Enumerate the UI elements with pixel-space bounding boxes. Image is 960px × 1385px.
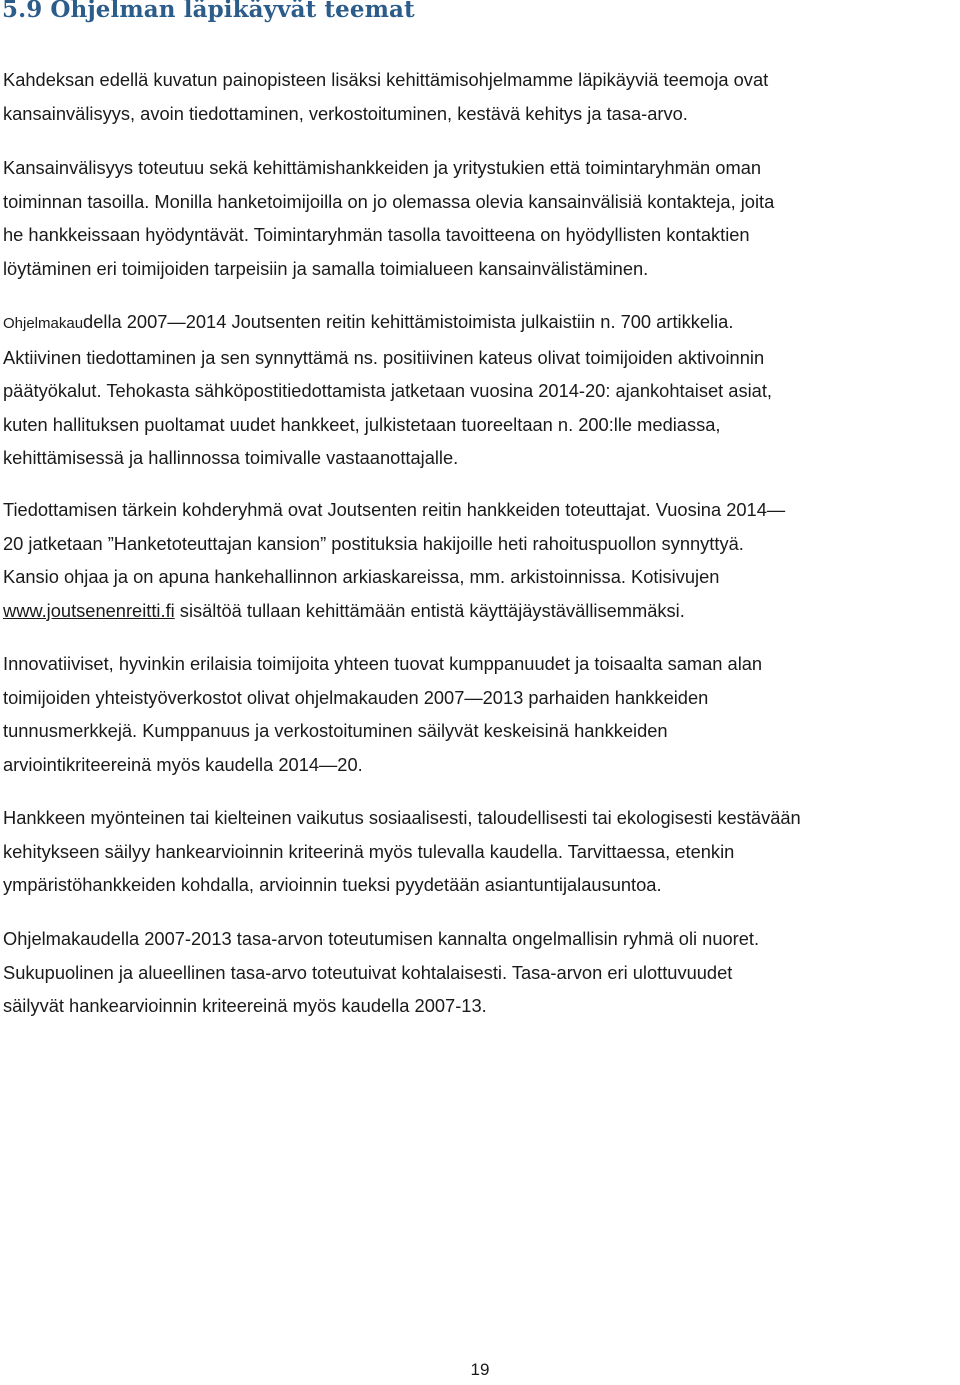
text-line: Tiedottamisen tärkein kohderyhmä ovat Joutsenten reitin hankkeiden toteuttajat. Vuosina 2014— (3, 499, 786, 520)
text-line: päätyökalut. Tehokasta sähköpostitiedottamista jatketaan vuosina 2014-20: ajankohtaiset asiat, (3, 380, 772, 401)
small-text: Ohjelmakau (3, 315, 84, 332)
paragraph-target-group (3, 493, 960, 627)
paragraph-intro (3, 63, 960, 130)
text-line (3, 305, 960, 341)
text-line: Innovatiiviset, hyvinkin erilaisia toimijoita yhteen tuovat kumppanuudet ja toisaalta saman alan (3, 653, 763, 674)
text-line: Aktiivinen tiedottaminen ja sen synnyttämä ns. positiivinen kateus olivat toimijoiden aktivoinnin (3, 346, 765, 368)
text-line: kehittämisessä ja hallinnossa toimivalle vastaanottajalle. (3, 447, 459, 468)
text-line: kehitykseen säilyy hankearvioinnin kriteerinä myös tulevalla kaudella. Tarvittaessa, etenkin (3, 840, 735, 862)
text-line: toiminnan tasoilla. Monilla hanketoimijoilla on jo olemassa olevia kansainvälisiä kontakteja, joita (3, 190, 775, 212)
text-line: tunnusmerkkejä. Kumppanuus ja verkostoituminen säilyvät keskeisinä hankkeiden (3, 720, 668, 741)
text-line: Ohjelmakaudella 2007-2013 tasa-arvon toteutumisen kannalta ongelmallisin ryhmä oli nuoret. (3, 928, 760, 949)
text-line: he hankkeissaan hyödyntävät. Toimintaryhmän tasolla tavoitteena on hyödyllisten kontaktien (3, 224, 750, 245)
text-line: ympäristöhankkeiden kohdalla, arvioinnin tueksi pyydetään asiantuntijalausuntoa. (3, 874, 662, 895)
text-line: 20 jatketaan ”Hanketoteuttajan kansion” postituksia hakijoille heti rahoituspuollon synnyttyä. (3, 532, 744, 554)
paragraph-equality (3, 922, 960, 1023)
paragraph-sustainability (3, 801, 960, 902)
text-line: Kansio ohjaa ja on apuna hankehallinnon arkiaskareissa, mm. arkistoinnissa. Kotisivujen (3, 566, 720, 587)
text-line (3, 594, 960, 628)
text-segment: della 2007—2014 Joutsenten reitin kehittämistoimista julkaistiin n. 700 artikkelia. (83, 311, 734, 332)
text-segment: sisältöä tullaan kehittämään entistä käyttäjäystävällisemmäksi. (174, 599, 685, 621)
text-line: Kahdeksan edellä kuvatun painopisteen lisäksi kehittämisohjelmamme läpikäyviä teemoja ovat (3, 69, 769, 90)
text-line: Hankkeen myönteinen tai kielteinen vaikutus sosiaalisesti, taloudellisesti tai ekologisesti kestävään (3, 807, 801, 828)
text-line: toimijoiden yhteistyöverkostot olivat ohjelmakauden 2007—2013 parhaiden hankkeiden (3, 686, 709, 708)
text-line: löytäminen eri toimijoiden tarpeisiin ja samalla toimialueen kansainvälistäminen. (3, 257, 649, 279)
text-line: kansainvälisyys, avoin tiedottaminen, verkostoituminen, kestävä kehitys ja tasa-arvo. (3, 102, 688, 124)
text-line: kuten hallituksen puoltamat uudet hankkeet, julkistetaan tuoreeltaan n. 200:lle mediassa, (3, 413, 721, 435)
page-number: 19 (470, 1360, 490, 1379)
text-line: Sukupuolinen ja alueellinen tasa-arvo toteutuivat kohtalaisesti. Tasa-arvon eri ulottuvuudet (3, 961, 733, 983)
website-link[interactable]: www.joutsenenreitti.fi (3, 599, 175, 621)
text-line: säilyvät hankearvioinnin kriteereinä myös kaudella 2007-13. (3, 995, 487, 1016)
paragraph-communication (3, 305, 960, 475)
section-heading: 5.9 Ohjelman läpikäyvät teemat (2, 0, 415, 23)
paragraph-partnerships (3, 647, 960, 781)
paragraph-internationality (3, 151, 960, 285)
text-line: Kansainvälisyys toteutuu sekä kehittämishankkeiden ja yritystukien että toimintaryhmän oman (3, 157, 762, 178)
text-line: arviointikriteereinä myös kaudella 2014—20. (3, 753, 363, 775)
